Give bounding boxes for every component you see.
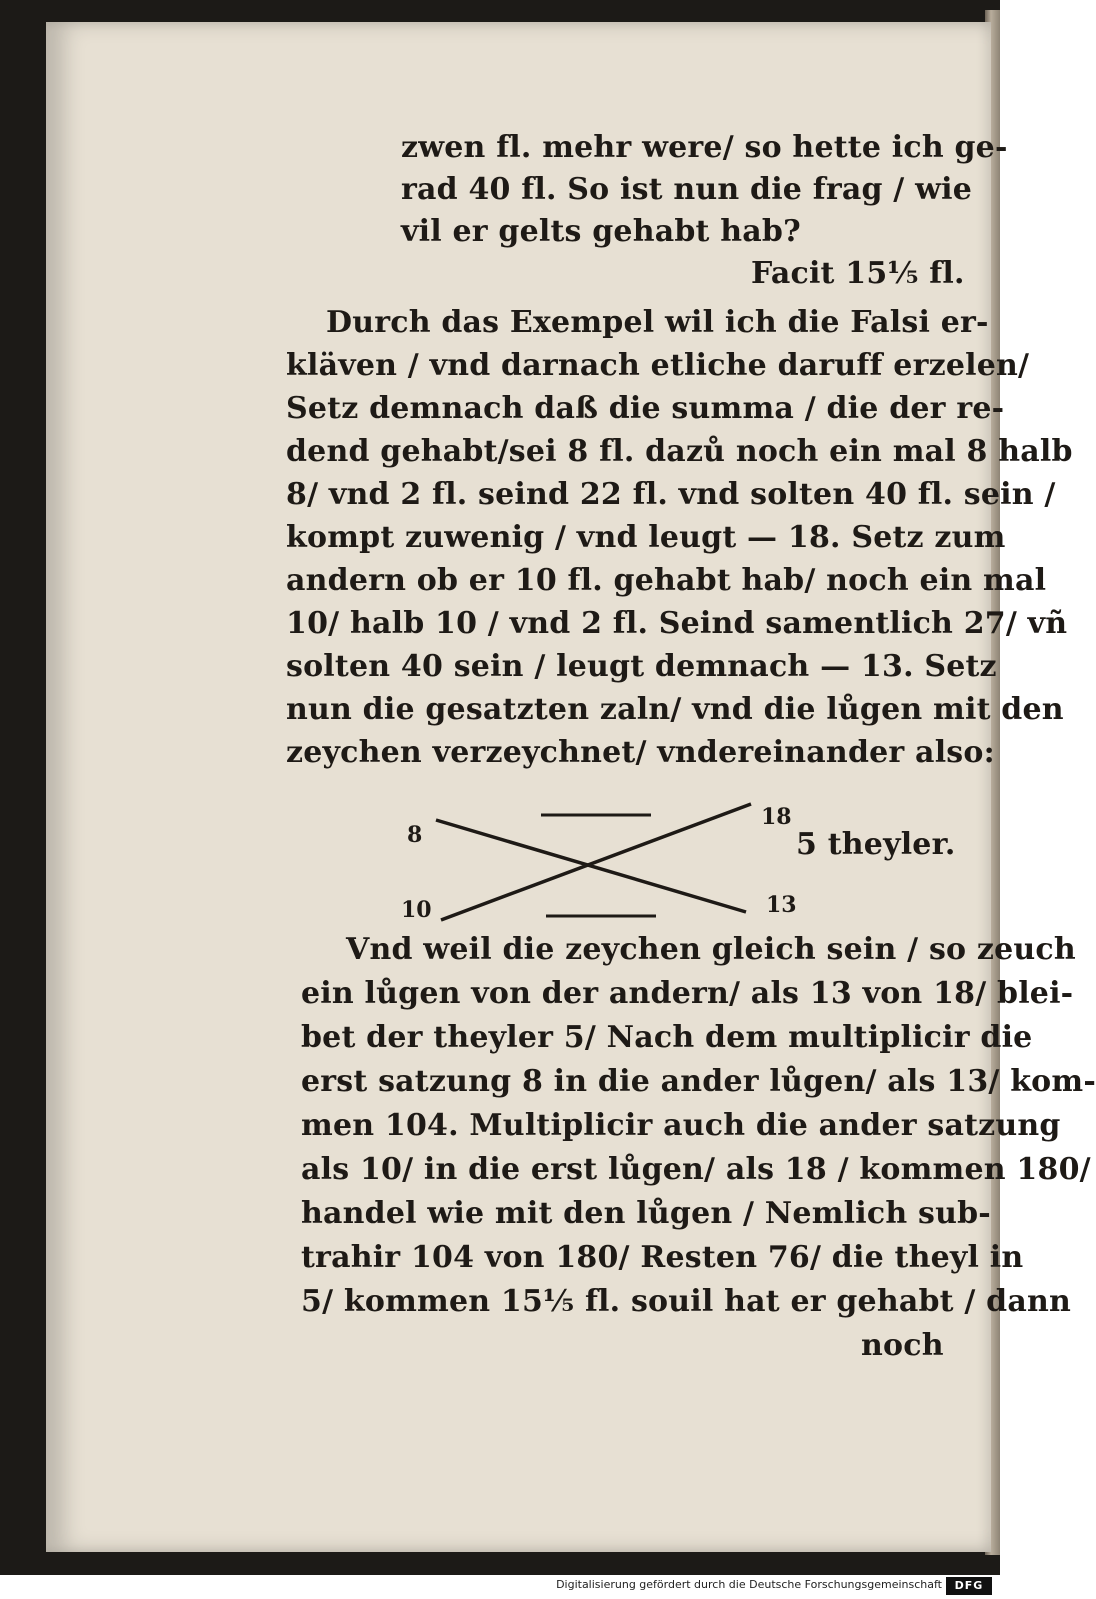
facit-line: Facit 15⅕ fl. xyxy=(751,256,965,291)
diagram-right-top: 18 xyxy=(761,804,792,830)
dfg-logo: DFG xyxy=(946,1577,992,1595)
text-line-20: men 104. Multiplicir auch die ander satzung xyxy=(301,1108,1061,1143)
text-line-24: 5/ kommen 15⅕ fl. souil hat er gehabt / dann xyxy=(301,1284,1072,1319)
cross-line-up xyxy=(441,804,751,920)
diagram-right-bottom: 13 xyxy=(766,892,797,918)
text-line-17: ein lůgen von der andern/ als 13 von 18/ blei- xyxy=(301,976,1074,1011)
funding-credit: Digitalisierung gefördert durch die Deutsche Forschungsgemeinschaft xyxy=(556,1578,942,1591)
text-line-11: andern ob er 10 fl. gehabt hab/ noch ein mal xyxy=(286,563,1047,598)
text-line-2: rad 40 fl. So ist nun die frag / wie xyxy=(401,172,973,207)
text-line-21: als 10/ in die erst lůgen/ als 18 / kommen 180/ xyxy=(301,1152,1091,1187)
text-line-16: Vnd weil die zeychen gleich sein / so zeuch xyxy=(346,932,1076,967)
text-line-3: vil er gelts gehabt hab? xyxy=(401,214,801,249)
footer-bar xyxy=(0,1575,1000,1599)
diagram-left-bottom: 10 xyxy=(401,897,432,923)
text-line-10: kompt zuwenig / vnd leugt — 18. Setz zum xyxy=(286,520,1006,555)
text-line-19: erst satzung 8 in die ander lůgen/ als 13/ kom- xyxy=(301,1064,1096,1099)
text-line-14: nun die gesatzten zaln/ vnd die lůgen mit den xyxy=(286,692,1064,727)
text-line-1: zwen fl. mehr were/ so hette ich ge- xyxy=(401,130,1008,165)
text-line-22: handel wie mit den lůgen / Nemlich sub- xyxy=(301,1196,991,1231)
text-line-6: kläven / vnd darnach etliche daruff erzelen/ xyxy=(286,348,1030,383)
catchword: noch xyxy=(861,1328,944,1363)
text-line-18: bet der theyler 5/ Nach dem multiplicir die xyxy=(301,1020,1033,1055)
text-line-23: trahir 104 von 180/ Resten 76/ die theyl in xyxy=(301,1240,1024,1275)
text-line-12: 10/ halb 10 / vnd 2 fl. Seind samentlich 27/ vñ xyxy=(286,606,1068,641)
text-line-7: Setz demnach daß die summa / die der re- xyxy=(286,391,1005,426)
book-page xyxy=(46,22,1096,1552)
false-position-diagram xyxy=(401,802,821,937)
text-line-5: Durch das Exempel wil ich die Falsi er- xyxy=(326,305,989,340)
text-line-15: zeychen verzeychnet/ vndereinander also: xyxy=(286,735,995,770)
diagram-left-top: 8 xyxy=(407,822,423,848)
text-line-9: 8/ vnd 2 fl. seind 22 fl. vnd solten 40 fl. sein / xyxy=(286,477,1056,512)
text-line-8: dend gehabt/sei 8 fl. dazů noch ein mal 8 halb xyxy=(286,434,1073,469)
text-line-13: solten 40 sein / leugt demnach — 13. Setz xyxy=(286,649,997,684)
theyler-label: 5 theyler. xyxy=(796,827,956,862)
cross-line-down xyxy=(436,820,746,912)
